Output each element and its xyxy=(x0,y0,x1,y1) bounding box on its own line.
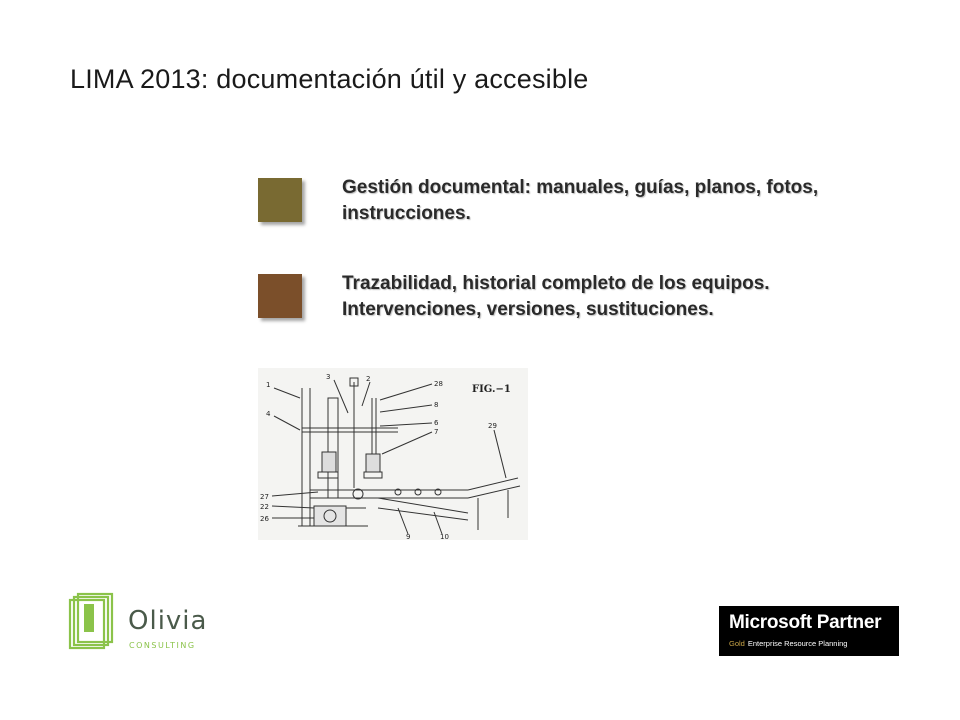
figure-label: FIG.−1 xyxy=(472,384,511,395)
bullet-text-2 xyxy=(342,271,770,323)
callout-10: 10 xyxy=(440,533,449,540)
callout-3: 3 xyxy=(326,373,331,381)
technical-drawing xyxy=(258,368,528,540)
bullet-text-1 xyxy=(342,175,818,227)
bullet-1-line2: instrucciones. xyxy=(342,203,471,224)
callout-22: 22 xyxy=(260,503,269,511)
callout-26: 26 xyxy=(260,515,269,523)
bullet-square-1 xyxy=(258,178,302,222)
microsoft-partner-tier: Gold xyxy=(729,639,745,648)
callout-7: 7 xyxy=(434,428,439,436)
microsoft-partner-badge xyxy=(719,606,899,656)
microsoft-partner-competency: Enterprise Resource Planning xyxy=(747,639,848,648)
callout-29: 29 xyxy=(488,422,497,430)
callout-27: 27 xyxy=(260,493,269,501)
bullet-2-line1: Trazabilidad, historial completo de los equipos. xyxy=(342,273,770,294)
olivia-logo-name: Olivia xyxy=(128,606,208,636)
callout-9: 9 xyxy=(406,533,411,540)
callout-1: 1 xyxy=(266,381,271,389)
callout-8: 8 xyxy=(434,401,439,409)
callout-4: 4 xyxy=(266,410,271,418)
microsoft-partner-competency-line xyxy=(729,639,847,648)
callout-28: 28 xyxy=(434,380,443,388)
bullet-2-line2: Intervenciones, versiones, sustituciones. xyxy=(342,299,714,320)
callout-6: 6 xyxy=(434,419,439,427)
microsoft-partner-title: Microsoft Partner xyxy=(729,612,882,633)
olivia-logo-subtitle: CONSULTING xyxy=(129,641,196,650)
slide-title: LIMA 2013: documentación útil y accesible xyxy=(70,64,589,94)
bullet-square-2 xyxy=(258,274,302,318)
callout-2: 2 xyxy=(366,375,371,383)
bullet-1-line1: Gestión documental: manuales, guías, planos, fotos, xyxy=(342,177,819,198)
technical-drawing-svg xyxy=(258,368,528,540)
